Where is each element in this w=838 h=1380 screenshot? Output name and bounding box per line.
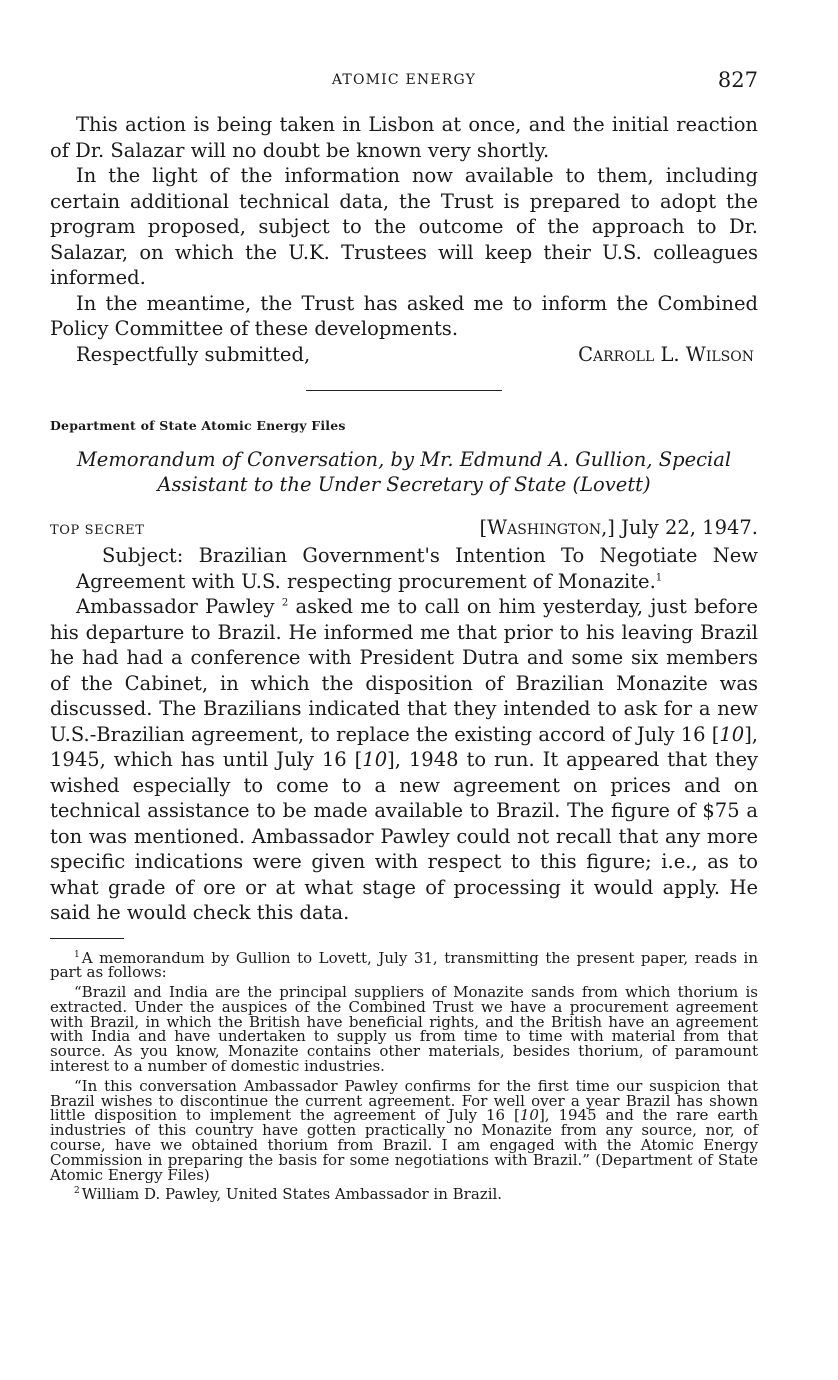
signature-line — [50, 342, 758, 368]
footnote-divider — [50, 938, 124, 939]
classification-marking: TOP SECRET — [50, 522, 145, 538]
dateline-date: July 22, 1947. — [621, 515, 758, 539]
footnote-text: William D. Pawley, United States Ambassador in Brazil. — [81, 1185, 503, 1204]
memo-body-text: asked me to call on him yesterday, just before his departure to Brazil. He informed me that prior to his leaving Brazil he had had a conference with President Dutra and some six members of the Cabinet, in which the disposition of Brazilian Monazite was discussed. The Brazilians indicated that they intended to ask for a new U.S.-Brazilian agreement, to replace the existing accord of July 16 [ — [50, 595, 758, 746]
memo-body-text: ], 1945, which has until July 16 [ — [50, 722, 758, 771]
intro-paragraph-3: In the meantime, the Trust has asked me to inform the Combined Policy Committee of these developments. — [50, 291, 758, 340]
footnote-text: 10 — [519, 1106, 539, 1125]
section-divider — [306, 390, 502, 391]
memo-title-line-2: Assistant to the Under Secretary of State (Lovett) — [157, 472, 651, 496]
footnotes — [50, 948, 758, 1204]
memo-body-paragraph — [50, 594, 758, 926]
intro-paragraph-2: In the light of the information now available to them, including certain additional technical data, the Trust is prepared to adopt the program proposed, subject to the outcome of the approach to Dr. Salazar, on which the U.K. Trustees will keep their U.S. colleagues informed. — [50, 164, 758, 289]
dateline — [480, 515, 758, 541]
footnote-2 — [50, 1187, 758, 1202]
footnote-text: ], 1945 and the rare earth industries of this country have gotten practically no Monazite from any source, nor, of course, have we obtained thorium from Brazil. I am engaged with the Atomic Energy Commission in preparing the basis for some negotiations with Brazil.” (Department of State Atomic Energy Files) — [50, 1106, 758, 1184]
memo-title — [50, 447, 758, 497]
classification-dateline — [50, 515, 758, 544]
footnote-text: “In this conversation Ambassador Pawley confirms for the first time our suspicion that Brazil wishes to discontinue the current agreement. For well over a year Brazil has shown little disposition to implement the agreement of July 16 [ — [50, 1076, 758, 1125]
memo-title-line-1: Memorandum of Conversation, by Mr. Edmund A. Gullion, Special — [76, 447, 732, 471]
footnote-text: A memorandum by Gullion to Lovett, July 31, transmitting the present paper, reads in part as follows: — [50, 948, 758, 982]
footnote-1-quote-2 — [50, 1076, 758, 1184]
subject-label: Subject: — [102, 544, 184, 567]
memo-body-text: 10 — [362, 748, 388, 771]
memo-body-text: Ambassador Pawley — [76, 595, 275, 618]
memo-body-text: ], 1948 to run. It appeared that they wished especially to come to a new agreement on prices and on technical assistance to be made available to Brazil. The figure of $75 a ton was mentioned. Ambassador Pawley could not recall that any more specific indications were given with respect to this figure; i.e., as to what grade of ore or at what stage of processing it would apply. He said he would check this data. — [50, 748, 758, 924]
page-number: 827 — [717, 68, 758, 92]
dateline-place: [Washington,] — [479, 515, 615, 539]
page-header — [50, 68, 758, 98]
memo-body-text: 10 — [719, 722, 745, 746]
intro-paragraph-1: This action is being taken in Lisbon at once, and the initial reaction of Dr. Salazar will no doubt be known very shortly. — [50, 113, 758, 162]
closing-text: Respectfully submitted, — [76, 342, 311, 366]
signer-name: Carroll L. Wilson — [578, 342, 754, 366]
page-body — [50, 112, 758, 1207]
footnote-ref-2: 2 — [281, 597, 289, 609]
footnote-1-intro — [50, 948, 758, 982]
subject-line — [50, 543, 758, 594]
footnote-2-marker: 2 — [74, 1186, 80, 1197]
footnote-1-marker: 1 — [74, 949, 80, 960]
footnote-1-quote-1: “Brazil and India are the principal suppliers of Monazite sands from which thorium is extracted. Under the auspices of the Combined Trust we have a procurement agreement with Brazil, in which the British have beneficial rights, and the British have an agreement with India and have undertaken to supply us from time to time with material from that source. As you know, Monazite contains other materials, besides thorium, of paramount interest to a number of domestic industries. — [50, 983, 758, 1076]
footnote-ref-1: 1 — [655, 572, 663, 583]
running-title: ATOMIC ENERGY — [331, 72, 477, 88]
subject-text: Brazilian Government's Intention To Negotiate New Agreement with U.S. respecting procurement of Monazite. — [76, 544, 758, 593]
document-source: Department of State Atomic Energy Files — [50, 418, 346, 433]
